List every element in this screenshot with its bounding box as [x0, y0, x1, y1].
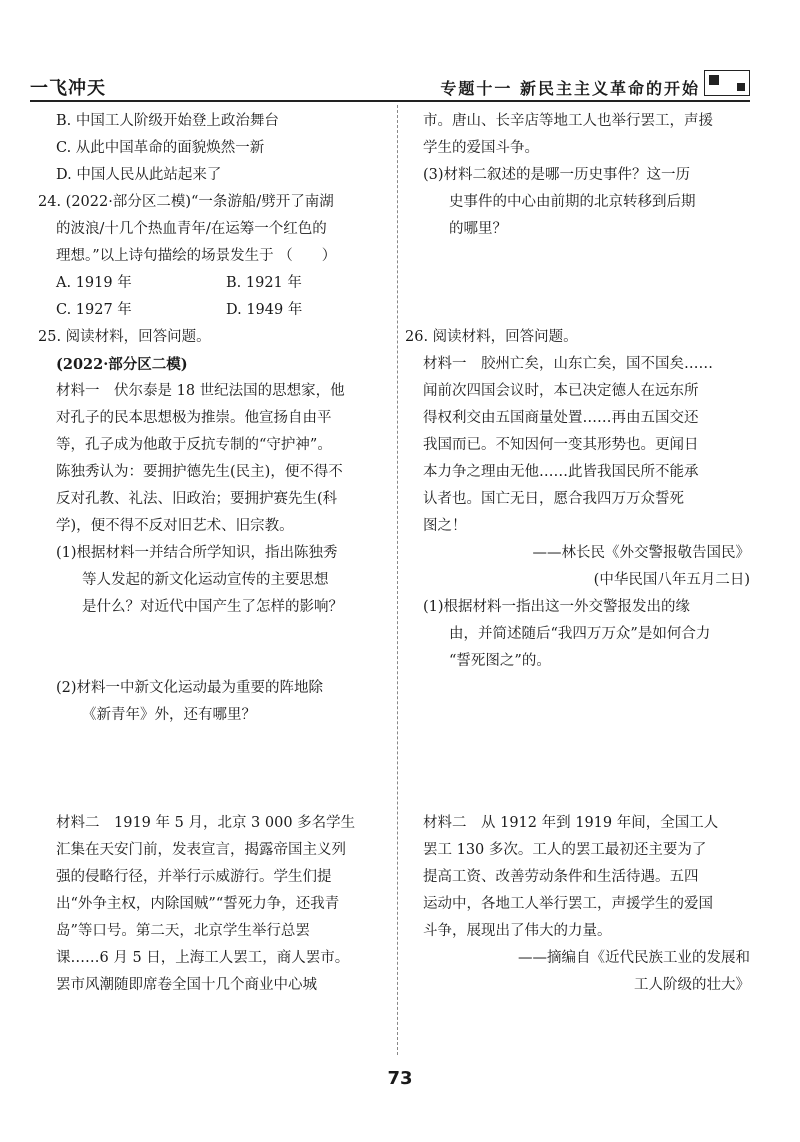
q26-material1-line: 闻前次四国会议时，本已决定德人在远东所	[423, 383, 699, 399]
q24-stem-line: 理想。”以上诗句描绘的场景发生于 （ ）	[56, 248, 337, 264]
right-column	[405, 108, 760, 999]
q25-material1-line: 学)，便不得不反对旧艺术、旧宗教。	[56, 518, 294, 534]
q25-title: 25. 阅读材料，回答问题。	[38, 329, 211, 345]
q26-material1-line: 材料一 胶州亡矣，山东亡矣，国不国矣……	[423, 356, 713, 372]
q25-material2-line: 出“外争主权，内除国贼”“誓死力争，还我青	[56, 896, 340, 912]
q26-source-line: 工人阶级的壮大》	[634, 977, 750, 993]
q25-question3-line: 的哪里？	[449, 221, 507, 237]
q25-material2-line: 强的侵略行径，并举行示威游行。学生们提	[56, 869, 332, 885]
q26-question1-line: (1)根据材料一指出这一外交警报发出的缘	[423, 599, 691, 615]
q24-option-c: C. 1927 年	[56, 302, 132, 318]
q26-material1-line: 得权利交由五国商量处置……再由五国交还	[423, 410, 699, 426]
topic-title: 专题十一 新民主主义革命的开始	[440, 79, 700, 98]
q24-options-row	[38, 270, 390, 297]
q25-material2-line: 课……6 月 5 日，上海工人罢工，商人罢市。	[56, 950, 350, 966]
q25-material2-line: 材料二 1919 年 5 月，北京 3 000 多名学生	[56, 815, 356, 831]
q25-material2-line: 岛”等口号。第二天，北京学生举行总罢	[56, 923, 310, 939]
q24-options-row	[38, 297, 390, 324]
q26-material2-line: 斗争，展现出了伟大的力量。	[423, 923, 612, 939]
q26-material1-line: 图之！	[423, 518, 467, 534]
q25-material1-line: 反对孔教、礼法、旧政治；要拥护赛先生(科	[56, 491, 338, 507]
q26-question1-line: 由，并简述随后“我四万万众”是如何合力	[449, 626, 711, 642]
q25-material1-line: 材料一 伏尔泰是 18 世纪法国的思想家，他	[56, 383, 345, 399]
q25-source: (2022·部分区二模)	[56, 356, 188, 373]
q24-stem-line: 的波浪/十几个热血青年/在运筹一个红色的	[56, 221, 327, 237]
q26-material1-line: 认者也。国亡无日，愿合我四万万众誓死	[423, 491, 684, 507]
q26-source-date: (中华民国八年五月二日)	[593, 572, 750, 588]
q25-material2-line: 汇集在天安门前，发表宣言，揭露帝国主义列	[56, 842, 346, 858]
q25-question2-line: (2)材料一中新文化运动最为重要的阵地除	[56, 680, 324, 696]
q25-material1-line: 陈独秀认为：要拥护德先生(民主)，便不得不	[56, 464, 343, 480]
q25-material2-cont: 学生的爱国斗争。	[423, 140, 539, 156]
q26-source-line: ——林长民《外交警报敬告国民》	[532, 545, 750, 561]
q23-option-c: C. 从此中国革命的面貌焕然一新	[56, 140, 265, 156]
header-rule	[30, 100, 750, 102]
left-column	[38, 108, 390, 999]
q25-question3-line: (3)材料二叙述的是哪一历史事件？这一历	[423, 167, 691, 183]
brand-logo-text: 一飞冲天	[30, 78, 106, 99]
q26-material1-line: 本力争之理由无他……此皆我国民所不能承	[423, 464, 699, 480]
q25-material2-cont: 市。唐山、长辛店等地工人也举行罢工，声援	[423, 113, 713, 129]
column-divider	[397, 105, 398, 1055]
q24-option-b: B. 1921 年	[226, 275, 302, 291]
q23-option-d: D. 中国人民从此站起来了	[56, 167, 222, 183]
q26-material2-line: 罢工 130 多次。工人的罢工最初还主要为了	[423, 842, 707, 858]
q26-material2-line: 材料二 从 1912 年到 1919 年间，全国工人	[423, 815, 719, 831]
q25-question3-line: 史事件的中心由前期的北京转移到后期	[449, 194, 696, 210]
q26-material2-line: 提高工资、改善劳动条件和生活待遇。五四	[423, 869, 699, 885]
q24-option-a: A. 1919 年	[56, 275, 132, 291]
q25-question1-line: (1)根据材料一并结合所学知识，指出陈独秀	[56, 545, 338, 561]
q24-option-d: D. 1949 年	[226, 302, 303, 318]
page-header	[30, 70, 750, 100]
q26-material1-line: 我国而已。不知因何一变其形势也。更闻日	[423, 437, 699, 453]
q26-source-line: ——摘编自《近代民族工业的发展和	[518, 950, 750, 966]
q24-stem-line: 24. (2022·部分区二模)“一条游船/劈开了南湖	[38, 194, 334, 210]
q26-material2-line: 运动中，各地工人举行罢工，声援学生的爱国	[423, 896, 713, 912]
q25-material1-line: 对孔子的民本思想极为推崇。他宣扬自由平	[56, 410, 332, 426]
decorative-corner-icon	[704, 70, 750, 96]
q25-material1-line: 等，孔子成为他敢于反抗专制的“守护神”。	[56, 437, 332, 453]
q25-question2-line: 《新青年》外，还有哪里？	[82, 707, 256, 723]
q26-question1-line: “誓死图之”的。	[449, 653, 551, 669]
q25-question1-line: 等人发起的新文化运动宣传的主要思想	[82, 572, 329, 588]
q26-title: 26. 阅读材料，回答问题。	[405, 329, 578, 345]
q23-option-b: B. 中国工人阶级开始登上政治舞台	[56, 113, 279, 129]
q25-material2-line: 罢市风潮随即席卷全国十几个商业中心城	[56, 977, 317, 993]
page-number: 73	[387, 1068, 413, 1089]
q25-question1-line: 是什么？对近代中国产生了怎样的影响？	[82, 599, 343, 615]
